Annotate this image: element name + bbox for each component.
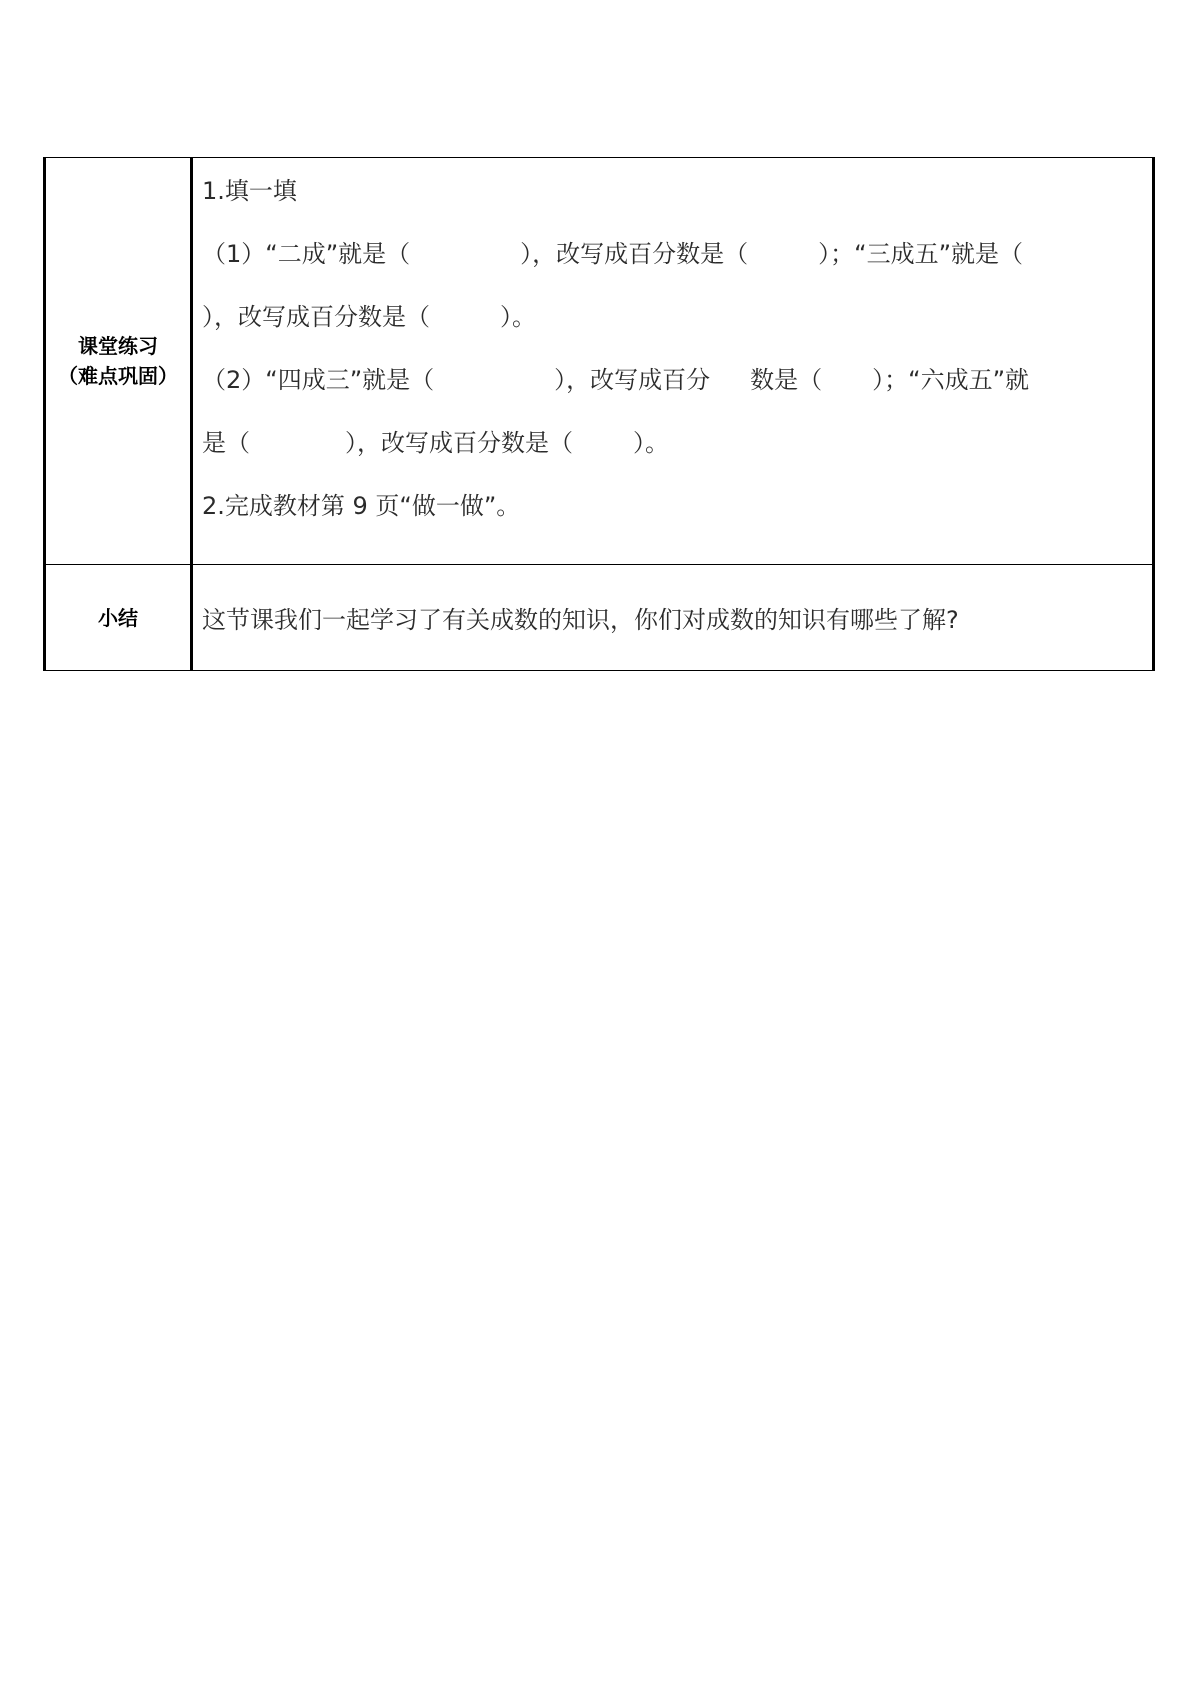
lesson-table [43,157,1155,671]
answer-blank [250,450,345,451]
question-text: ），改写成百分数是（ [202,303,430,331]
summary-label-cell [46,565,193,670]
question-1-line-1 [202,223,1152,286]
answer-blank [748,261,818,262]
spacing [710,387,750,388]
exercise-label-cell [46,158,193,565]
answer-blank [822,387,872,388]
question-text: （1）“二成”就是（ [202,240,411,268]
question-2-line-1 [202,349,1152,412]
question-text: ）；“六成五”就 [872,366,1030,394]
question-text: ）。 [633,429,669,457]
exercise-title: 1.填一填 [202,177,297,205]
answer-blank [410,261,520,262]
question-text: ）。 [500,303,536,331]
summary-content-cell [193,565,1152,670]
exercise-label: 课堂练习 [78,334,158,358]
exercise-sublabel: （难点巩固） [58,364,178,388]
task-2: 2.完成教材第 9 页“做一做”。 [202,492,521,520]
answer-blank [573,450,633,451]
question-2-line-2 [202,412,1152,475]
question-1-line-2 [202,286,1152,349]
question-text: （2）“四成三”就是（ [202,366,435,394]
exercise-content-cell [193,158,1152,565]
answer-blank [430,324,500,325]
answer-blank [434,387,554,388]
question-text: 是（ [202,429,250,457]
question-text: ），改写成百分 [554,366,711,394]
question-text: 数是（ [750,366,823,394]
summary-label: 小结 [98,605,138,630]
question-text: ），改写成百分数是（ [345,429,573,457]
question-text: ）；“三成五”就是（ [818,240,1024,268]
summary-text: 这节课我们一起学习了有关成数的知识，你们对成数的知识有哪些了解? [202,606,959,634]
question-text: ），改写成百分数是（ [520,240,749,268]
